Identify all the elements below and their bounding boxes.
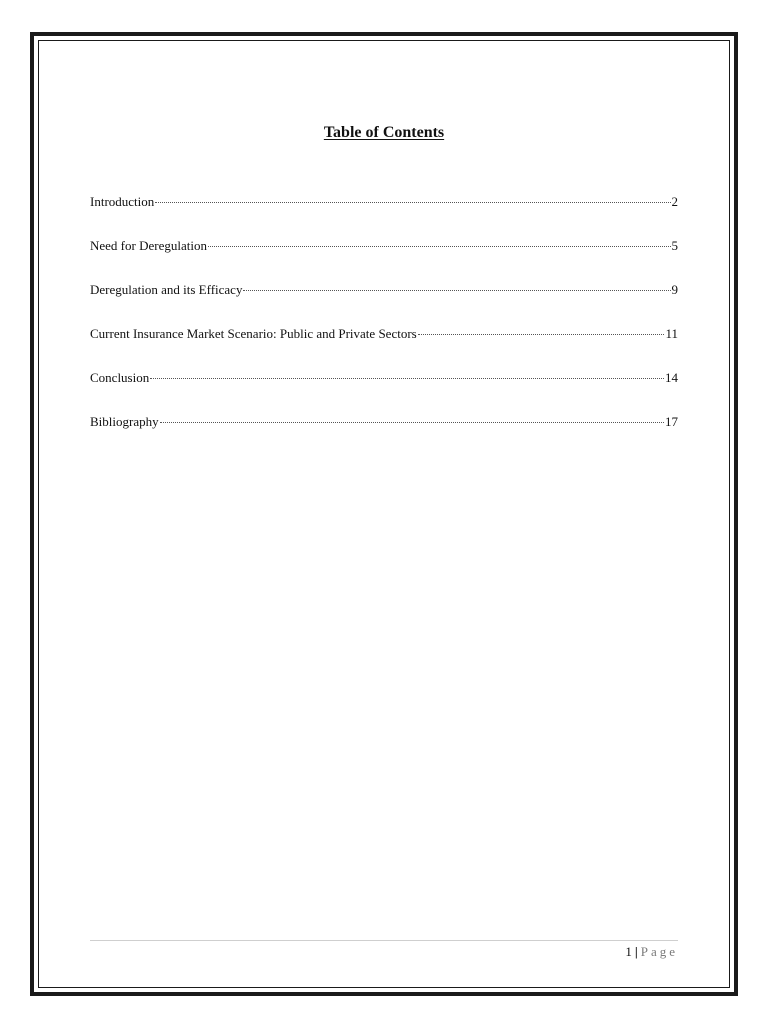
toc-dot-leader — [418, 334, 665, 335]
toc-entry-title[interactable]: Current Insurance Market Scenario: Public and Private Sectors — [90, 326, 417, 341]
toc-list — [90, 193, 678, 457]
toc-dot-leader — [155, 202, 670, 203]
toc-entry-page[interactable]: 14 — [665, 370, 678, 385]
toc-entry-page[interactable]: 2 — [671, 194, 678, 209]
toc-dot-leader — [150, 378, 664, 379]
toc-entry-conclusion[interactable] — [90, 369, 678, 413]
toc-title: Table of Contents — [323, 124, 445, 141]
toc-entry-title[interactable]: Introduction — [90, 194, 155, 209]
page-footer — [625, 944, 678, 960]
footer-page-number: 1 — [625, 944, 632, 959]
toc-entry-page[interactable]: 11 — [665, 326, 678, 341]
toc-entry-introduction[interactable] — [90, 193, 678, 237]
toc-entry-current-insurance-market[interactable] — [90, 325, 678, 369]
toc-dot-leader — [160, 422, 664, 423]
toc-dot-leader — [208, 246, 671, 247]
toc-dot-leader — [243, 290, 670, 291]
toc-entry-need-for-deregulation[interactable] — [90, 237, 678, 281]
footer-separator: | — [634, 944, 638, 959]
toc-entry-title[interactable]: Deregulation and its Efficacy — [90, 282, 243, 297]
toc-entry-page[interactable]: 5 — [671, 238, 678, 253]
toc-entry-deregulation-efficacy[interactable] — [90, 281, 678, 325]
toc-entry-title[interactable]: Conclusion — [90, 370, 150, 385]
toc-entry-page[interactable]: 17 — [665, 414, 678, 429]
page-border-inner — [38, 40, 730, 988]
footer-page-word: Page — [640, 944, 678, 959]
page-border — [30, 32, 738, 996]
toc-entry-bibliography[interactable] — [90, 413, 678, 457]
toc-entry-page[interactable]: 9 — [671, 282, 678, 297]
toc-entry-title[interactable]: Bibliography — [90, 414, 159, 429]
toc-entry-title[interactable]: Need for Deregulation — [90, 238, 207, 253]
footer-divider — [90, 940, 678, 941]
